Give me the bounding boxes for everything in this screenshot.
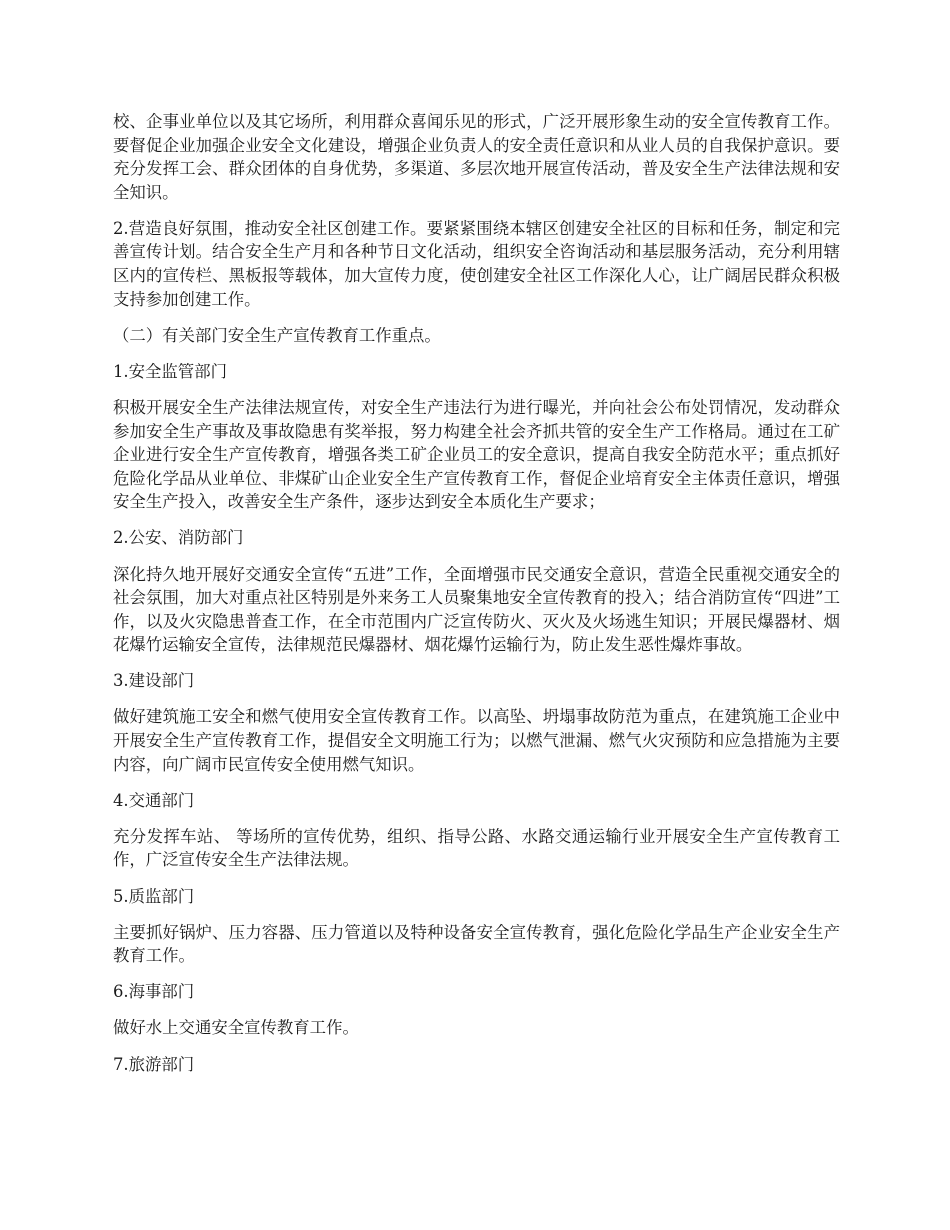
heading-construction: 3.建设部门	[113, 671, 195, 691]
heading-transport: 4.交通部门	[113, 790, 195, 810]
paragraph-transport: 充分发挥车站、 等场所的宣传优势，组织、指导公路、水路交通运输行业开展安全生产宣传教育工作，广泛宣传安全生产法律法规。	[113, 826, 840, 870]
heading-police-fire: 2.公安、消防部门	[113, 528, 244, 548]
paragraph-maritime: 做好水上交通安全宣传教育工作。	[113, 1018, 359, 1038]
heading-safety-supervision: 1.安全监管部门	[113, 361, 227, 381]
heading-maritime: 6.海事部门	[113, 982, 195, 1002]
paragraph-safety-supervision: 积极开展安全生产法律法规宣传，对安全生产违法行为进行曝光，并向社会公布处罚情况，发动群众参加安全生产事故及事故隐患有奖举报，努力构建全社会齐抓共管的安全生产工作格局。通过在工矿企业进行安全生产宣传教育，增强各类工矿企业员工的安全意识，提高自我安全防范水平；重点抓好危险化学品从业单位、非煤矿山企业安全生产宣传教育工作，督促企业培育安全主体责任意识，增强安全生产投入，改善安全生产条件，逐步达到安全本质化生产要求；	[113, 397, 840, 512]
paragraph-point-2: 2.营造良好氛围，推动安全社区创建工作。要紧紧围绕本辖区创建安全社区的目标和任务，制定和完善宣传计划。结合安全生产月和各种节日文化活动，组织安全咨询活动和基层服务活动，充分利用辖区内的宣传栏、黑板报等载体，加大宣传力度，使创建安全社区工作深化人心，让广阔居民群众积极支持参加创建工作。	[113, 218, 840, 309]
paragraph-intro-continued: 校、企事业单位以及其它场所，利用群众喜闻乐见的形式，广泛开展形象生动的安全宣传教育工作。要督促企业加强企业安全文化建设，增强企业负责人的安全责任意识和从业人员的自我保护意识。要充分发挥工会、群众团体的自身优势，多渠道、多层次地开展宣传活动，普及安全生产法律法规和安全知识。	[113, 112, 840, 202]
heading-quality: 5.质监部门	[113, 886, 195, 906]
heading-tourism: 7.旅游部门	[113, 1054, 195, 1074]
paragraph-police-fire: 深化持久地开展好交通安全宣传“五进”工作，全面增强市民交通安全意识，营造全民重视交通安全的社会氛围，加大对重点社区特别是外来务工人员聚集地安全宣传教育的投入；结合消防宣传“四进”工作，以及火灾隐患普查工作，在全市范围内广泛宣传防火、灭火及火场逃生知识；开展民爆器材、烟花爆竹运输安全宣传，法律规范民爆器材、烟花爆竹运输行为，防止发生恶性爆炸事故。	[113, 564, 840, 655]
paragraph-construction: 做好建筑施工安全和燃气使用安全宣传教育工作。以高坠、坍塌事故防范为重点，在建筑施工企业中开展安全生产宣传教育工作，提倡安全文明施工行为；以燃气泄漏、燃气火灾预防和应急措施为主要内容，向广阔市民宣传安全使用燃气知识。	[113, 707, 840, 774]
section-heading-departments: （二）有关部门安全生产宣传教育工作重点。	[113, 325, 441, 345]
document-page	[113, 110, 840, 1089]
paragraph-quality: 主要抓好锅炉、压力容器、压力管道以及特种设备安全宣传教育，强化危险化学品生产企业安全生产教育工作。	[113, 922, 840, 966]
